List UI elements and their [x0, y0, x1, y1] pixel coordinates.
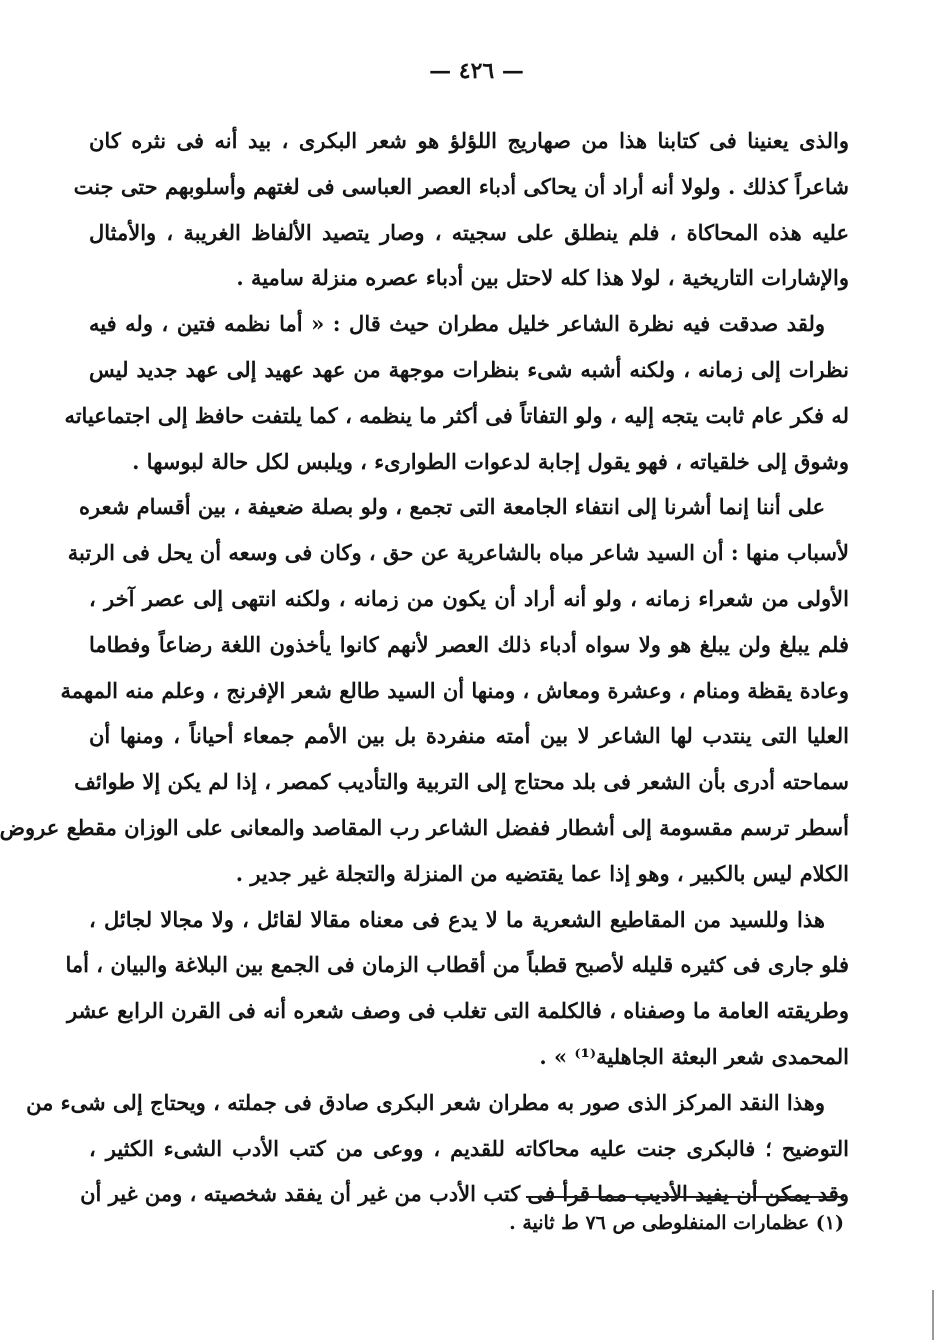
text-line: عليه هذه المحاكاة ، فلم ينطلق على سجيته ، وصار يتصيد الألفاظ الغريبة ، والأمثال [89, 219, 849, 245]
text-line: المحمدى شعر البعثة الجاهلية⁽¹⁾ » . [539, 1043, 849, 1069]
text-line: على أننا إنما أشرنا إلى انتفاء الجامعة التى تجمع ، ولو بصلة ضعيفة ، بين أقسام شعره [78, 494, 825, 520]
text-line: وعادة يقظة ومنام ، وعشرة ومعاش ، ومنها أن السيد طالع شعر الإفرنج ، وعلم منه المهمة [60, 677, 849, 703]
text-line: فلو جارى فى كثيره قليله لأصبح قطباً من أقطاب الزمان فى الجمع بين البلاغة والبيان ، أما [65, 952, 849, 978]
text-line: والإشارات التاريخية ، لولا هذا كله لاحتل بين أدباء عصره منزلة سامية . [236, 265, 849, 291]
body-text [0, 118, 849, 1217]
text-line: والذى يعنينا فى كتابنا هذا من صهاريج اللؤلؤ هو شعر البكرى ، بيد أنه فى نثره كان [89, 128, 849, 153]
text-line: وقد يمكن أن يفيد الأديب مما قرأ فى كتب الأدب من غير أن يفقد شخصيته ، ومن غير أن [80, 1181, 849, 1207]
text-line: أسطر ترسم مقسومة إلى أشطار ففضل الشاعر رب المقاصد والمعانى على الوزان مقطع عروض [0, 814, 849, 840]
text-line: وهذا النقد المركز الذى صور به مطران شعر البكرى صادق فى جملته ، ويحتاج إلى شىء من [26, 1089, 825, 1115]
text-line: الأولى من شعراء زمانه ، ولو أنه أراد أن يكون من زمانه ، ولكنه انتهى إلى عصر آخر ، [89, 585, 849, 611]
text-line: له فكر عام ثابت يتجه إليه ، ولو التفاتاً فى أكثر ما ينظمه ، كما يلتفت حافظ إلى اجتماعياته [64, 402, 849, 428]
text-line: الكلام ليس بالكبير ، وهو إذا عما يقتضيه من المنزلة والتجلة غير جدير . [235, 860, 849, 886]
text-line: لأسباب منها : أن السيد شاعر مباه بالشاعرية عن حق ، وكان فى وسعه أن يحل فى الرتبة [67, 540, 849, 566]
text-line: وطريقته العامة ما وصفناه ، فالكلمة التى تغلب فى وصف شعره أنه فى القرن الرابع عشر [66, 998, 849, 1024]
text-line: فلم يبلغ ولن يبلغ هو ولا سواه أدباء ذلك العصر لأنهم كانوا يأخذون اللغة رضاعاً وفطاما [89, 631, 849, 657]
text-line: نظرات إلى زمانه ، ولكنه أشبه شىء بنظرات موجهة من عهد عهيد إلى عهد جديد ليس [89, 356, 849, 382]
text-line: وشوق إلى خلقياته ، فهو يقول إجابة لدعوات الطوارىء ، ويلبس لكل حالة لبوسها . [132, 448, 849, 474]
text-line: ولقد صدقت فيه نظرة الشاعر خليل مطران حيث قال : « أما نظمه فتين ، وله فيه [89, 311, 825, 337]
footnote: (١) عظمارات المنفلوطى ص ٧٦ ط ثانية . [509, 1212, 844, 1234]
text-line: شاعراً كذلك . ولولا أنه أراد أن يحاكى أدباء العصر العباسى فى لغتهم وأسلوبهم حتى جنت [73, 173, 849, 199]
page-number: — ٤٢٦ — [429, 58, 524, 84]
footnote-divider [526, 1196, 844, 1198]
text-line: العليا التى ينتدب لها الشاعر لا بين أمته منفردة بل بين الأمم جمعاء أحياناً ، ومنها أن [89, 723, 849, 749]
text-line: هذا وللسيد من المقاطيع الشعرية ما لا يدع فى معناه مقالا لقائل ، ولا مجالا لجائل ، [89, 906, 825, 932]
text-line: التوضيح ؛ فالبكرى جنت عليه محاكاته للقديم ، ووعى من كتب الأدب الشىء الكثير ، [89, 1135, 849, 1161]
text-line: سماحته أدرى بأن الشعر فى بلد محتاج إلى التربية والتأديب كمصر ، إذا لم يكن إلا طوائف [74, 769, 849, 795]
scan-edge-mark [932, 1290, 934, 1340]
